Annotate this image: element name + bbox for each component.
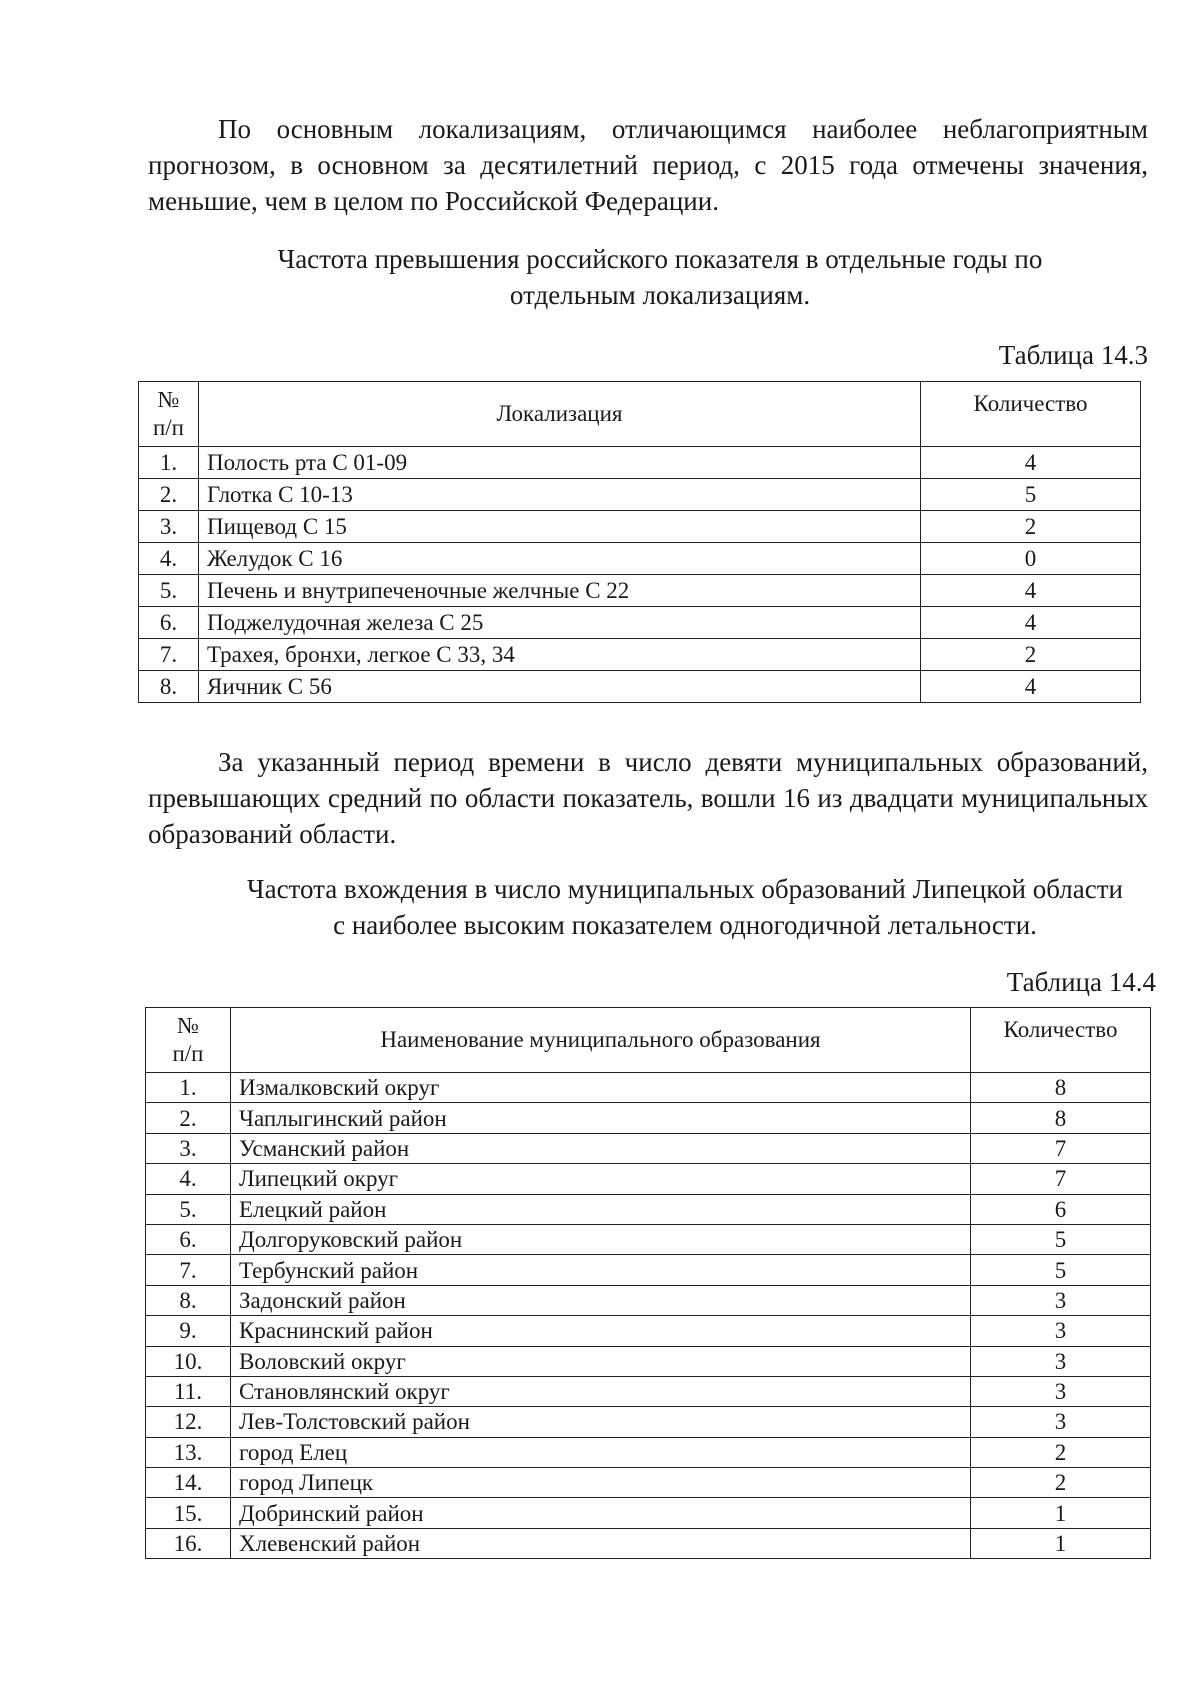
row-name: Задонский район	[231, 1285, 971, 1315]
row-number: 1.	[139, 447, 199, 479]
header-municipality: Наименование муниципального образования	[231, 1008, 971, 1073]
intro-paragraph: По основным локализациям, отличающимся наиболее неблагоприятным прогнозом, в основном за десятилетний период, с 2015 года отмечены значения, меньшие, чем в целом по Российской Федерации.	[148, 114, 1148, 216]
table-header-row	[139, 382, 1141, 447]
row-name: город Елец	[231, 1437, 971, 1467]
row-number: 4.	[146, 1164, 231, 1194]
row-quantity: 2	[921, 639, 1141, 671]
row-name: Чаплыгинский район	[231, 1103, 971, 1133]
row-number: 6.	[146, 1224, 231, 1254]
table-row	[146, 1103, 1151, 1133]
row-quantity: 4	[921, 447, 1141, 479]
row-name: Липецкий округ	[231, 1164, 971, 1194]
row-quantity: 7	[971, 1164, 1151, 1194]
row-name: Яичник С 56	[199, 671, 921, 703]
table2-label: Таблица 14.4	[1006, 967, 1156, 997]
row-number: 7.	[146, 1255, 231, 1285]
row-quantity: 3	[971, 1285, 1151, 1315]
row-number: 14.	[146, 1468, 231, 1498]
table1-caption-line2: отдельным локализациям.	[509, 280, 811, 310]
row-quantity: 6	[971, 1194, 1151, 1224]
row-quantity: 2	[921, 511, 1141, 543]
row-quantity: 3	[971, 1316, 1151, 1346]
row-name: Усманский район	[231, 1133, 971, 1163]
header-number-line2: п/п	[152, 415, 184, 440]
row-quantity: 3	[971, 1346, 1151, 1376]
row-name: Становлянский округ	[231, 1376, 971, 1406]
table-row	[146, 1468, 1151, 1498]
header-quantity: Количество	[971, 1008, 1151, 1073]
row-number: 11.	[146, 1376, 231, 1406]
table-row	[146, 1528, 1151, 1558]
row-name: Долгоруковский район	[231, 1224, 971, 1254]
row-quantity: 4	[921, 671, 1141, 703]
row-number: 12.	[146, 1407, 231, 1437]
header-quantity: Количество	[921, 382, 1141, 447]
table-row	[146, 1437, 1151, 1467]
header-number-line1: №	[177, 1013, 199, 1038]
row-quantity: 8	[971, 1103, 1151, 1133]
localization-table	[138, 381, 1141, 703]
row-name: Глотка С 10-13	[199, 479, 921, 511]
table1-caption-line1: Частота превышения российского показателя в отдельные годы по	[277, 244, 1043, 274]
row-number: 8.	[139, 671, 199, 703]
row-number: 2.	[146, 1103, 231, 1133]
table-row	[139, 575, 1141, 607]
row-number: 16.	[146, 1528, 231, 1558]
row-number: 15.	[146, 1498, 231, 1528]
row-number: 5.	[146, 1194, 231, 1224]
row-number: 3.	[139, 511, 199, 543]
header-number	[139, 382, 199, 447]
row-quantity: 7	[971, 1133, 1151, 1163]
row-quantity: 8	[971, 1073, 1151, 1103]
row-number: 10.	[146, 1346, 231, 1376]
table-row	[146, 1376, 1151, 1406]
row-number: 6.	[139, 607, 199, 639]
row-quantity: 5	[971, 1255, 1151, 1285]
row-name: город Липецк	[231, 1468, 971, 1498]
row-name: Пищевод С 15	[199, 511, 921, 543]
row-number: 4.	[139, 543, 199, 575]
row-name: Печень и внутрипеченочные желчные С 22	[199, 575, 921, 607]
row-number: 8.	[146, 1285, 231, 1315]
table-row	[146, 1346, 1151, 1376]
table-row	[146, 1224, 1151, 1254]
row-quantity: 2	[971, 1468, 1151, 1498]
row-number: 1.	[146, 1073, 231, 1103]
table-row	[146, 1133, 1151, 1163]
row-quantity: 4	[921, 607, 1141, 639]
table-row	[146, 1073, 1151, 1103]
row-name: Добринский район	[231, 1498, 971, 1528]
header-number	[146, 1008, 231, 1073]
row-name: Полость рта С 01-09	[199, 447, 921, 479]
table-row	[139, 543, 1141, 575]
row-quantity: 1	[971, 1528, 1151, 1558]
row-number: 5.	[139, 575, 199, 607]
row-number: 7.	[139, 639, 199, 671]
row-number: 9.	[146, 1316, 231, 1346]
table-row	[139, 639, 1141, 671]
row-name: Елецкий район	[231, 1194, 971, 1224]
row-name: Желудок С 16	[199, 543, 921, 575]
table-row	[146, 1164, 1151, 1194]
row-name: Хлевенский район	[231, 1528, 971, 1558]
table-row	[146, 1255, 1151, 1285]
row-name: Поджелудочная железа С 25	[199, 607, 921, 639]
row-quantity: 5	[971, 1224, 1151, 1254]
row-quantity: 3	[971, 1376, 1151, 1406]
row-name: Измалковский округ	[231, 1073, 971, 1103]
header-number-line1: №	[157, 387, 180, 412]
table-row	[146, 1407, 1151, 1437]
table-row	[139, 479, 1141, 511]
table-row	[139, 511, 1141, 543]
table-row	[146, 1194, 1151, 1224]
row-name: Трахея, бронхи, легкое С 33, 34	[199, 639, 921, 671]
table2-caption-line2: с наиболее высоким показателем одногодичной летальности.	[333, 910, 1037, 940]
municipality-table	[145, 1007, 1151, 1559]
table1-label: Таблица 14.3	[998, 340, 1148, 370]
row-name: Воловский округ	[231, 1346, 971, 1376]
row-number: 2.	[139, 479, 199, 511]
row-quantity: 3	[971, 1407, 1151, 1437]
row-quantity: 1	[971, 1498, 1151, 1528]
row-name: Краснинский район	[231, 1316, 971, 1346]
table2-caption-line1: Частота вхождения в число муниципальных образований Липецкой области	[247, 874, 1123, 904]
row-quantity: 4	[921, 575, 1141, 607]
row-quantity: 2	[971, 1437, 1151, 1467]
header-localization: Локализация	[199, 382, 921, 447]
row-number: 3.	[146, 1133, 231, 1163]
row-name: Лев-Толстовский район	[231, 1407, 971, 1437]
row-name: Тербунский район	[231, 1255, 971, 1285]
table-header-row	[146, 1008, 1151, 1073]
header-number-line2: п/п	[172, 1041, 204, 1066]
row-quantity: 5	[921, 479, 1141, 511]
table-row	[139, 607, 1141, 639]
table-row	[139, 447, 1141, 479]
table-row	[146, 1316, 1151, 1346]
middle-paragraph: За указанный период времени в число девяти муниципальных образований, превышающих средний по области показатель, вошли 16 из двадцати муниципальных образований области.	[148, 747, 1148, 849]
row-quantity: 0	[921, 543, 1141, 575]
table-row	[146, 1285, 1151, 1315]
table-row	[146, 1498, 1151, 1528]
table-row	[139, 671, 1141, 703]
row-number: 13.	[146, 1437, 231, 1467]
